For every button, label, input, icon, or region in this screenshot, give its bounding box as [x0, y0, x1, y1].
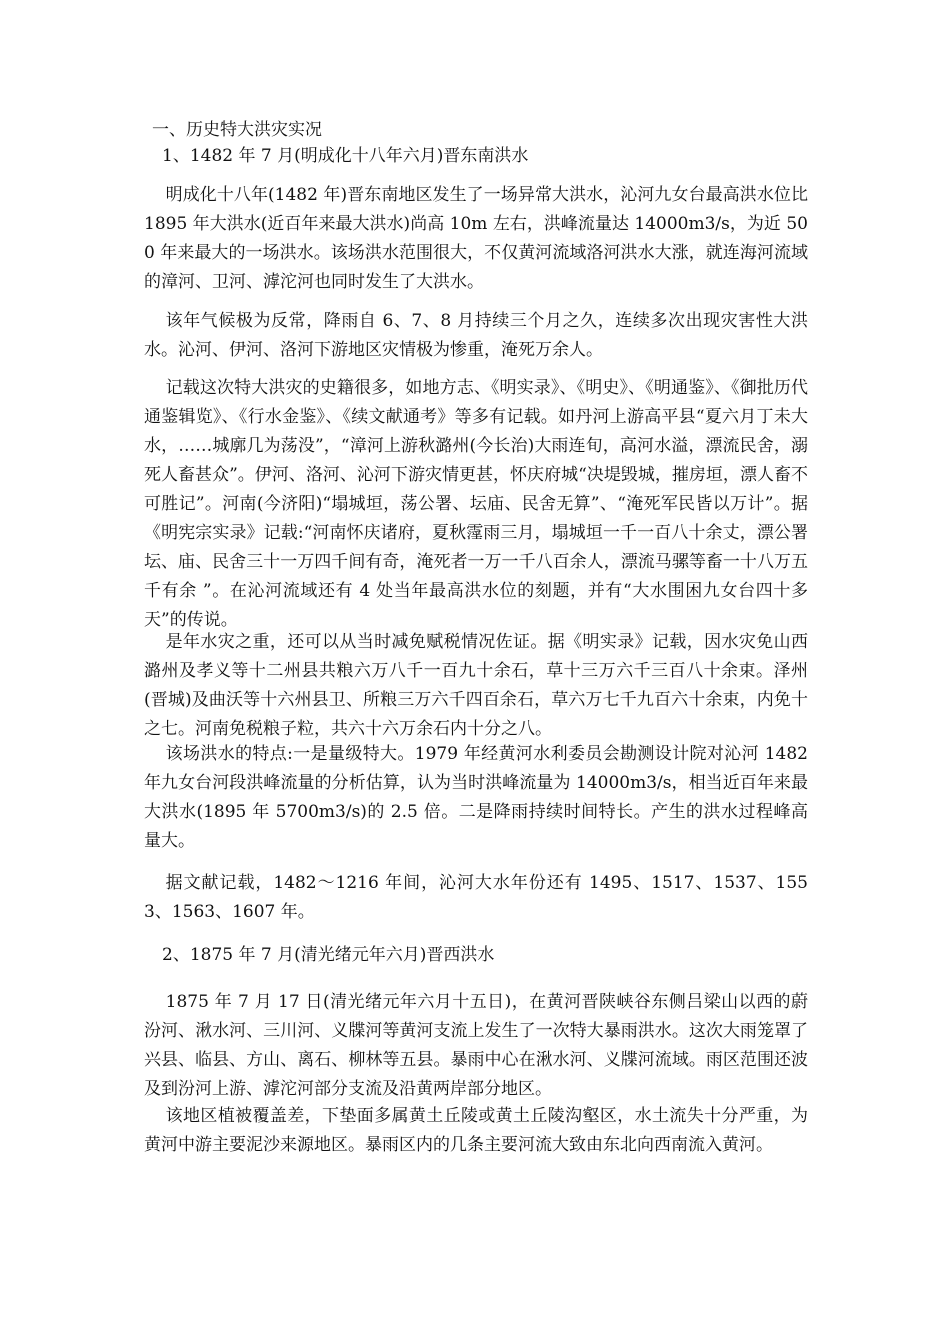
paragraph: 该年气候极为反常，降雨自 6、7、8 月持续三个月之久，连续多次出现灾害性大洪水。沁河、伊河、洛河下游地区灾情极为惨重，淹死万余人。: [144, 311, 808, 360]
paragraph: 该地区植被覆盖差，下垫面多属黄土丘陵或黄土丘陵沟壑区，水土流失十分严重，为黄河中游主要泥沙来源地区。暴雨区内的几条主要河流大致由东北向西南流入黄河。: [144, 1106, 808, 1155]
paragraph: 是年水灾之重，还可以从当时减免赋税情况佐证。据《明实录》记载，因水灾免山西潞州及孝义等十二州县共粮六万八千一百九十余石，草十三万六千三百八十余束。泽州(晋城)及曲沃等十六州县卫、所粮三万六千四百余石，草六万七千九百六十余束，内免十之七。河南免税粮子粒，共六十六万余石内十分之八。: [144, 632, 808, 739]
paragraph: 该场洪水的特点:一是量级特大。1979 年经黄河水利委员会勘测设计院对沁河 1482 年九女台河段洪峰流量的分析估算，认为当时洪峰流量为 14000m3/s，相当近百年来最大洪水(1895 年 5700m3/s)的 2.5 倍。二是降雨持续时间特长。产生的洪水过程峰高量大。: [144, 744, 808, 851]
flood-1875-heading: 2、1875 年 7 月(清光绪元年六月)晋西洪水: [162, 945, 495, 965]
flood-1482-heading: 1、1482 年 7 月(明成化十八年六月)晋东南洪水: [162, 146, 529, 166]
section-title: 一、历史特大洪灾实况: [152, 120, 322, 140]
paragraph: 记载这次特大洪灾的史籍很多，如地方志、《明实录》、《明史》、《明通鉴》、《御批历代通鉴辑览》、《行水金鉴》、《续文献通考》等多有记载。如丹河上游高平县“夏六月丁未大水，……城廓几为荡没”，“漳河上游秋潞州(今长治)大雨连旬，高河水溢，漂流民舍，溺死人畜甚众”。伊河、洛河、沁河下游灾情更甚，怀庆府城“决堤毁城，摧房垣，漂人畜不可胜记”。河南(今济阳)“塌城垣，荡公署、坛庙、民舍无算”、“淹死军民皆以万计”。据《明宪宗实录》记载:“河南怀庆诸府，夏秋霪雨三月，塌城垣一千一百八十余丈，漂公署坛、庙、民舍三十一万四千间有奇，淹死者一万一千八百余人，漂流马骡等畜一十八万五千有余 ”。在沁河流域还有 4 处当年最高洪水位的刻题，并有“大水围困九女台四十多天”的传说。: [144, 378, 808, 630]
paragraph: 据文献记载，1482～1216 年间，沁河大水年份还有 1495、1517、1537、1553、1563、1607 年。: [144, 873, 808, 922]
paragraph: 1875 年 7 月 17 日(清光绪元年六月十五日)，在黄河晋陕峡谷东侧吕梁山以西的蔚汾河、湫水河、三川河、义牒河等黄河支流上发生了一次特大暴雨洪水。这次大雨笼罩了兴县、临县、方山、离石、柳林等五县。暴雨中心在湫水河、义牒河流域。雨区范围还波及到汾河上游、滹沱河部分支流及沿黄两岸部分地区。: [144, 992, 808, 1099]
paragraph: 明成化十八年(1482 年)晋东南地区发生了一场异常大洪水，沁河九女台最高洪水位比 1895 年大洪水(近百年来最大洪水)尚高 10m 左右，洪峰流量达 14000m3/s，为近 500 年来最大的一场洪水。该场洪水范围很大，不仅黄河流域洛河洪水大涨，就连海河流域的漳河、卫河、滹沱河也同时发生了大洪水。: [144, 185, 808, 292]
